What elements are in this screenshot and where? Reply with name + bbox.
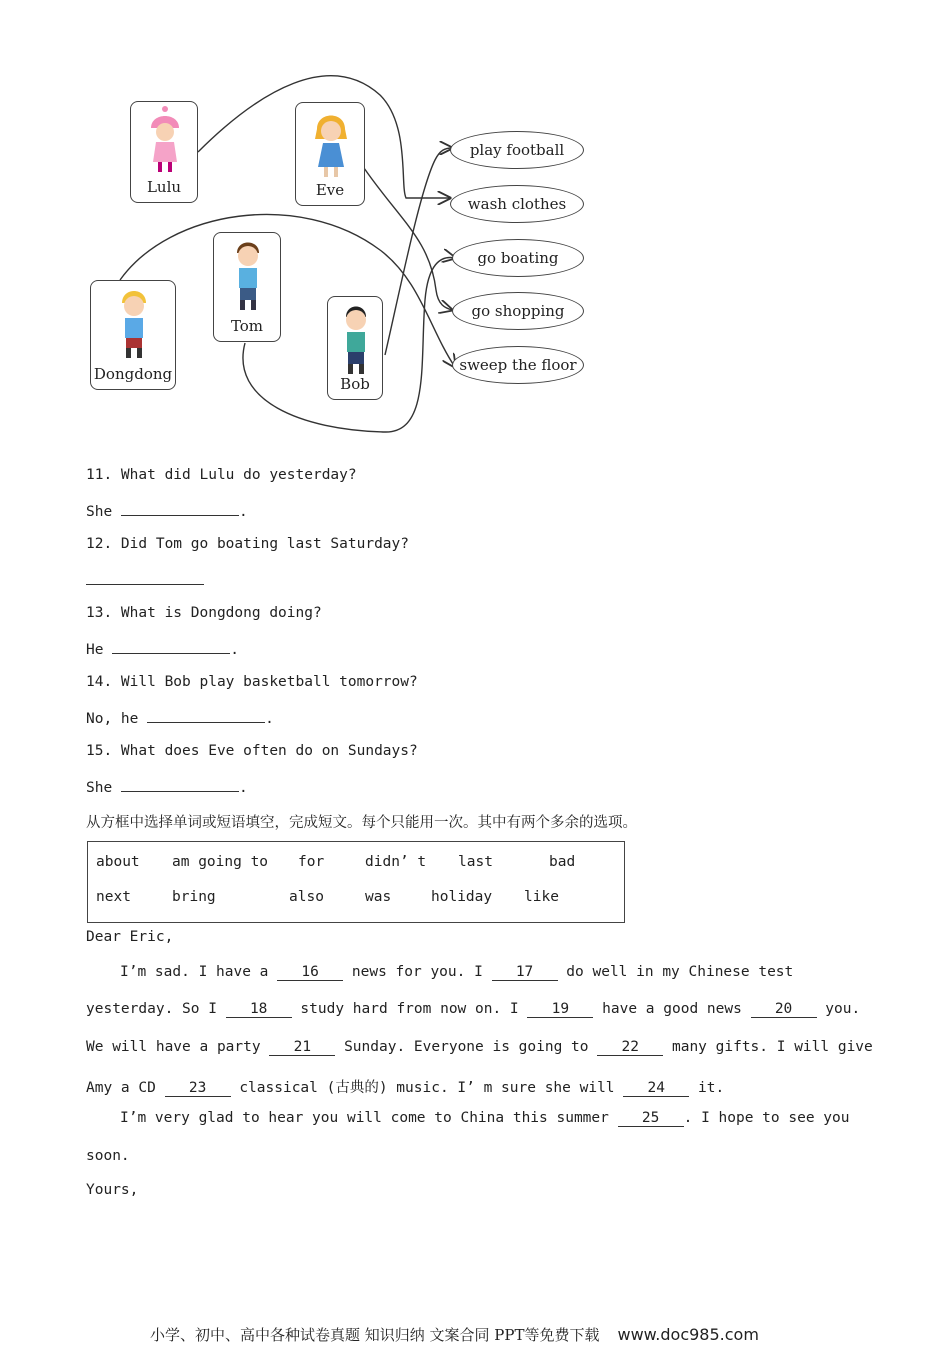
footer-url[interactable]: www.doc985.com bbox=[617, 1325, 759, 1344]
girl-figure-icon bbox=[309, 109, 353, 179]
word-option: holiday bbox=[431, 889, 493, 905]
text: yesterday. So I bbox=[86, 1001, 217, 1017]
boy-figure-icon bbox=[111, 285, 157, 361]
question-12: 12. Did Tom go boating last Saturday? bbox=[86, 536, 410, 552]
word-option: didn’ t bbox=[365, 854, 427, 870]
word-option: last bbox=[458, 854, 493, 870]
activity-go-boating: go boating bbox=[452, 239, 584, 277]
person-name: Bob bbox=[340, 375, 370, 393]
line-eve bbox=[364, 168, 452, 310]
activity-go-shopping: go shopping bbox=[452, 292, 584, 330]
letter-line-3 bbox=[86, 1039, 873, 1056]
blank-18[interactable]: 18 bbox=[226, 1001, 292, 1018]
text: I’m sad. I have a bbox=[120, 964, 269, 980]
page-footer bbox=[150, 1324, 759, 1345]
blank-19[interactable]: 19 bbox=[527, 1001, 593, 1018]
card-dongdong bbox=[90, 280, 176, 390]
blank-24[interactable]: 24 bbox=[623, 1080, 689, 1097]
letter-line-1 bbox=[120, 964, 793, 981]
person-name: Eve bbox=[315, 181, 345, 199]
letter-closing: Yours, bbox=[86, 1182, 139, 1198]
text: We will have a party bbox=[86, 1039, 261, 1055]
answer-15: She . bbox=[86, 777, 248, 796]
activity-wash-clothes: wash clothes bbox=[450, 185, 584, 223]
word-option: was bbox=[365, 889, 392, 905]
word-option: bad bbox=[549, 854, 576, 870]
letter-line-5 bbox=[120, 1110, 849, 1127]
text: have a good news bbox=[602, 1001, 742, 1017]
text: news for you. I bbox=[351, 964, 483, 980]
activity-play-football: play football bbox=[450, 131, 584, 169]
blank-25[interactable]: 25 bbox=[618, 1110, 684, 1127]
text: you. bbox=[825, 1001, 861, 1017]
question-11: 11. What did Lulu do yesterday? bbox=[86, 467, 357, 483]
answer-prefix: He bbox=[86, 642, 104, 658]
answer-prefix: No, he bbox=[86, 711, 139, 727]
question-13: 13. What is Dongdong doing? bbox=[86, 605, 322, 621]
person-name: Lulu bbox=[146, 178, 182, 196]
blank-16[interactable]: 16 bbox=[277, 964, 343, 981]
word-option: also bbox=[289, 889, 324, 905]
boy-figure-icon bbox=[334, 301, 378, 377]
word-option: next bbox=[96, 889, 131, 905]
answer-blank[interactable] bbox=[86, 570, 204, 585]
letter-line-2 bbox=[86, 1001, 860, 1018]
person-name: Dongdong bbox=[93, 365, 173, 383]
blank-21[interactable]: 21 bbox=[269, 1039, 335, 1056]
answer-11: She . bbox=[86, 501, 248, 520]
word-option: am going to bbox=[172, 854, 269, 870]
answer-blank[interactable] bbox=[121, 777, 239, 792]
answer-blank[interactable] bbox=[112, 639, 230, 654]
word-box bbox=[87, 841, 625, 923]
question-14: 14. Will Bob play basketball tomorrow? bbox=[86, 674, 418, 690]
word-option: like bbox=[524, 889, 559, 905]
answer-prefix: She bbox=[86, 504, 113, 520]
text: Amy a CD bbox=[86, 1080, 156, 1096]
word-option: bring bbox=[172, 889, 216, 905]
instruction: 从方框中选择单词或短语填空，完成短文。每个只能用一次。其中有两个多余的选项。 bbox=[86, 815, 637, 831]
letter-line-6: soon. bbox=[86, 1148, 130, 1164]
blank-17[interactable]: 17 bbox=[492, 964, 558, 981]
card-lulu bbox=[130, 101, 198, 203]
blank-22[interactable]: 22 bbox=[597, 1039, 663, 1056]
girl-figure-icon bbox=[143, 106, 187, 176]
question-15: 15. What does Eve often do on Sundays? bbox=[86, 743, 418, 759]
letter-line-4 bbox=[86, 1076, 724, 1097]
person-name: Tom bbox=[230, 317, 264, 335]
answer-14: No, he . bbox=[86, 708, 274, 727]
word-option: about bbox=[96, 854, 140, 870]
blank-23[interactable]: 23 bbox=[165, 1080, 231, 1097]
boy-figure-icon bbox=[226, 237, 270, 317]
answer-13: He . bbox=[86, 639, 239, 658]
word-option: for bbox=[298, 854, 325, 870]
text: I’m very glad to hear you will come to China this summer bbox=[120, 1110, 609, 1126]
blank-20[interactable]: 20 bbox=[751, 1001, 817, 1018]
text: . I hope to see you bbox=[683, 1110, 850, 1126]
footer-text: 小学、初中、高中各种试卷真题 知识归纳 文案合同 PPT等免费下载 bbox=[150, 1326, 600, 1344]
answer-blank[interactable] bbox=[147, 708, 265, 723]
text: study hard from now on. I bbox=[300, 1001, 519, 1017]
card-tom bbox=[213, 232, 281, 342]
text: do well in my Chinese test bbox=[566, 964, 794, 980]
line-bob bbox=[385, 148, 452, 355]
card-eve bbox=[295, 102, 365, 206]
text: it. bbox=[698, 1080, 725, 1096]
answer-prefix: She bbox=[86, 780, 113, 796]
letter-greeting: Dear Eric, bbox=[86, 929, 174, 945]
answer-12 bbox=[86, 570, 204, 589]
activity-sweep-the-floor: sweep the floor bbox=[452, 346, 584, 384]
card-bob bbox=[327, 296, 383, 400]
text: Sunday. Everyone is going to bbox=[344, 1039, 589, 1055]
text: many gifts. I will give bbox=[671, 1039, 873, 1055]
text: classical (古典的) music. I’ m sure she will bbox=[239, 1080, 615, 1096]
answer-blank[interactable] bbox=[121, 501, 239, 516]
